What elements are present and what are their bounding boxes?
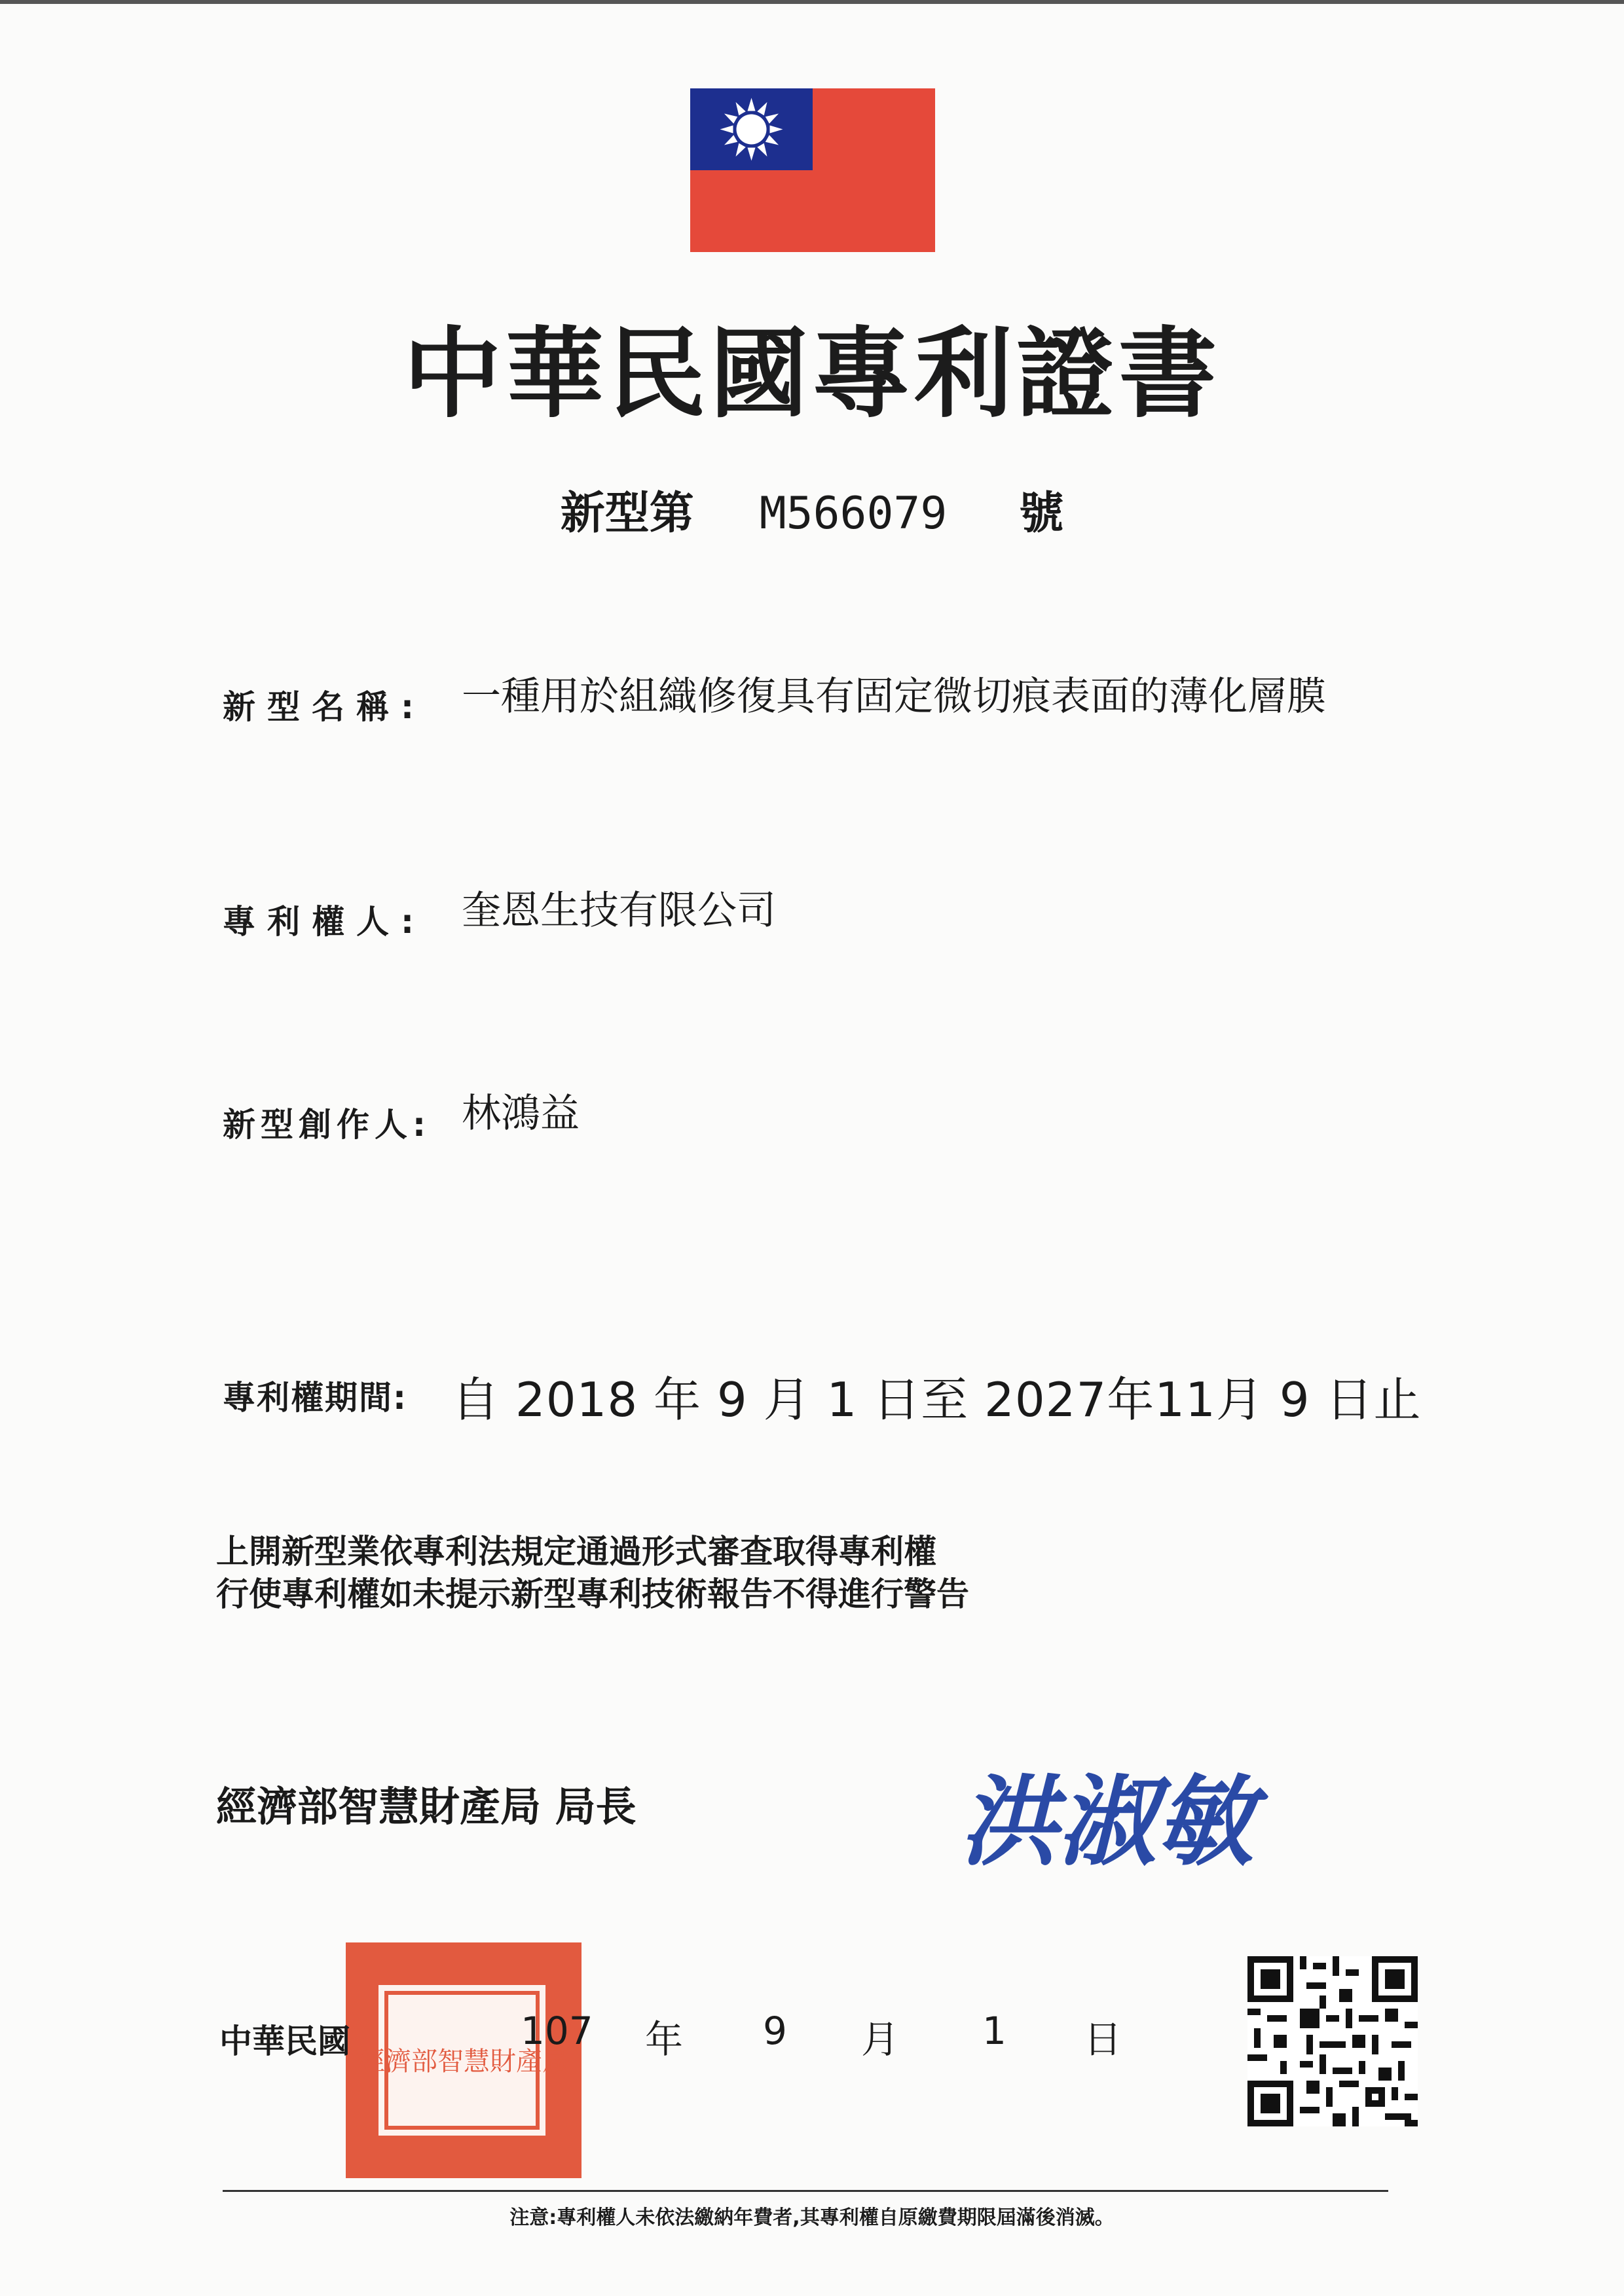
- owner-label: 專利權人:: [223, 903, 426, 941]
- qr-code-icon: [1247, 1956, 1418, 2126]
- certificate-number: M566079: [759, 488, 948, 539]
- bottom-divider: [223, 2190, 1388, 2192]
- number-prefix: 新型第: [560, 488, 694, 539]
- creator-label: 新型創作人:: [223, 1106, 431, 1144]
- authority-title: 經濟部智慧財產局 局長: [216, 1783, 637, 1831]
- number-suffix: 號: [1019, 488, 1064, 539]
- top-border: [0, 0, 1624, 4]
- director-signature: [910, 1755, 1303, 1886]
- owner-value: 奎恩生技有限公司: [462, 888, 776, 934]
- certificate-title: 中華民國專利證書: [403, 316, 1221, 431]
- date-day: 1: [982, 2009, 1006, 2053]
- note-line-2: 行使專利權如未提示新型專利技術報告不得進行警告: [216, 1575, 969, 1613]
- name-label: 新型名稱:: [223, 688, 426, 726]
- creator-value: 林鴻益: [462, 1091, 580, 1137]
- footer-notice: 注意:專利權人未依法繳納年費者,其專利權自原繳費期限屆滿後消滅。: [509, 2206, 1115, 2229]
- period-value: 自 2018 年 9 月 1 日至 2027年11月 9 日止: [452, 1372, 1422, 1427]
- date-month-unit: 月: [861, 2017, 900, 2062]
- date-label: 中華民國: [219, 2022, 350, 2060]
- signature-text: 洪淑敏: [959, 1764, 1255, 1880]
- period-label: 專利權期間:: [223, 1379, 407, 1417]
- date-month: 9: [763, 2009, 787, 2053]
- certificate-number-line: [0, 478, 1624, 541]
- date-year: 107: [521, 2009, 593, 2053]
- date-year-unit: 年: [645, 2017, 684, 2062]
- official-seal-icon: [346, 1942, 581, 2178]
- seal-text: 經濟部智慧財產局: [359, 2047, 568, 2077]
- national-flag-icon: [690, 88, 935, 252]
- date-day-unit: 日: [1084, 2017, 1122, 2062]
- note-line-1: 上開新型業依專利法規定通過形式審查取得專利權: [216, 1533, 936, 1571]
- name-value: 一種用於組織修復具有固定微切痕表面的薄化層膜: [462, 674, 1326, 720]
